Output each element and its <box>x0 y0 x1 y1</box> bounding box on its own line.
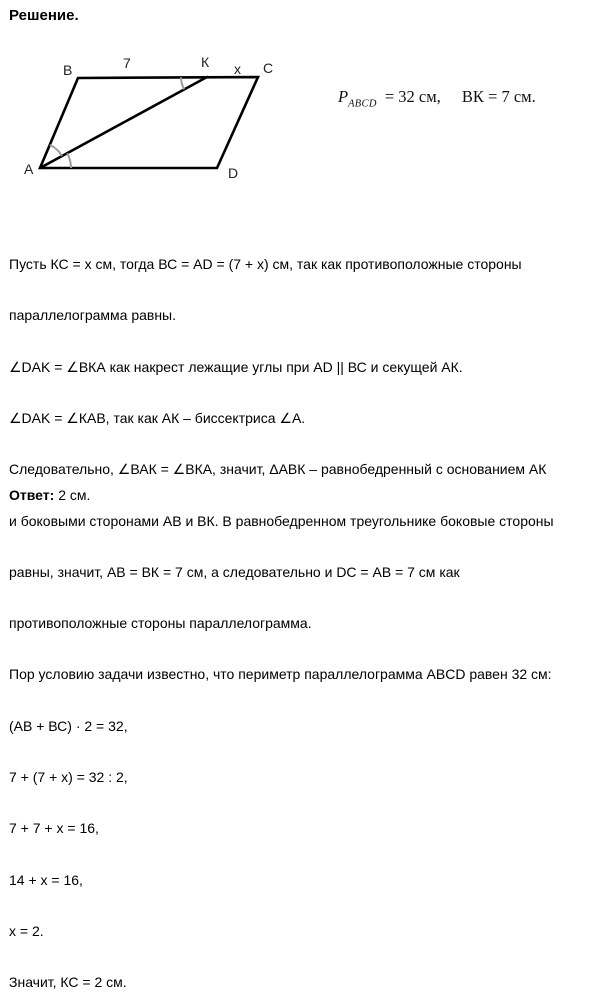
solution-line: Пор условию задачи известно, что периметр параллелограмма ABCD равен 32 см: <box>9 666 552 683</box>
perimeter-symbol: P <box>338 87 349 106</box>
angle-arc-bka <box>181 77 184 89</box>
solution-line: Пусть КС = х см, тогда ВС = AD = (7 + х) см, так как противоположные стороны <box>9 256 522 273</box>
solution-line: ∠DAK = ∠КАВ, так как АК – биссектриса ∠А. <box>9 410 306 427</box>
parallelogram-outline <box>40 77 258 168</box>
solution-line: (АВ + ВС) · 2 = 32, <box>9 717 128 734</box>
bisector-line-ak <box>40 77 207 168</box>
solution-line: Следовательно, ∠ВАК = ∠ВКА, значит, ΔАВК – равнобедренный с основанием АК <box>9 461 547 478</box>
answer-line <box>9 487 90 503</box>
perimeter-subscript: ABCD <box>348 98 377 110</box>
solution-line: параллелограмма равны. <box>9 307 177 324</box>
vertex-label-k: К <box>201 54 210 70</box>
solution-line: ∠DAK = ∠ВКА как накрест лежащие углы при AD || ВС и секущей АК. <box>9 358 463 375</box>
solution-line: 14 + х = 16, <box>9 871 83 888</box>
vertex-label-c: С <box>263 60 274 76</box>
solution-line: и боковыми сторонами АВ и ВК. В равнобедренном треугольнике боковые стороны <box>9 512 554 529</box>
side-label-bk: 7 <box>123 55 131 71</box>
answer-label: Ответ: <box>9 487 55 503</box>
given-conditions <box>338 87 536 109</box>
side-label-kc: х <box>234 61 241 77</box>
perimeter-value: = 32 см, <box>384 87 441 106</box>
vertex-label-b: В <box>63 62 73 78</box>
angle-arc-kad <box>67 153 71 168</box>
solution-line: 7 + 7 + х = 16, <box>9 820 99 837</box>
vertex-label-a: А <box>24 161 34 177</box>
solution-text <box>9 222 554 1008</box>
solution-line: Значит, КС = 2 см. <box>9 974 127 991</box>
solution-line: 7 + (7 + х) = 32 : 2, <box>9 769 128 785</box>
segment-bk-value: ВК = 7 см. <box>461 87 536 106</box>
vertex-label-d: D <box>228 165 239 181</box>
angle-arc-bak <box>50 145 62 156</box>
solution-line: противоположные стороны параллелограмма. <box>9 615 312 632</box>
parallelogram-diagram <box>0 0 320 200</box>
solution-line: равны, значит, АВ = ВК = 7 см, а следовательно и DC = АВ = 7 см как <box>9 563 460 580</box>
page-title: Решение. <box>9 7 79 24</box>
answer-value: 2 см. <box>58 487 91 503</box>
solution-line: х = 2. <box>9 922 44 939</box>
